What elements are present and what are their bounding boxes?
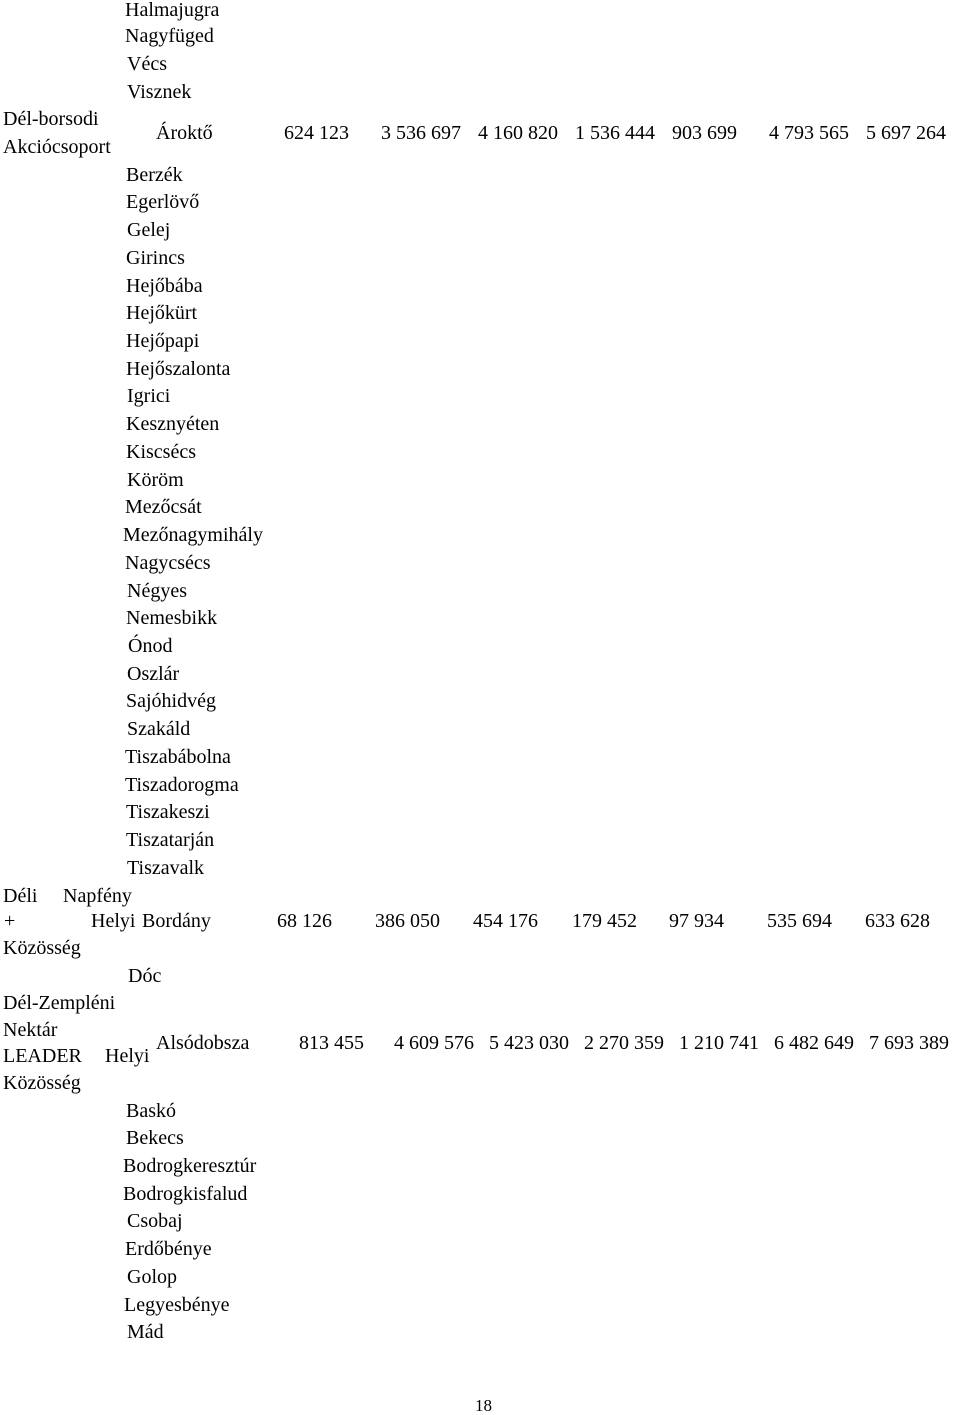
settlement-name: Csobaj xyxy=(127,1210,183,1232)
settlement-name: Hejőkürt xyxy=(126,302,198,324)
value-cell: 624 123 xyxy=(284,122,349,144)
group-name: Közösség xyxy=(3,1072,81,1094)
settlement-name: Sajóhidvég xyxy=(126,690,216,712)
value-cell: 68 126 xyxy=(277,910,332,932)
settlement-name: Nagycsécs xyxy=(125,552,211,574)
settlement-name: Hejőszalonta xyxy=(126,358,231,380)
group-name: Helyi xyxy=(91,910,136,932)
settlement-name: Erdőbénye xyxy=(125,1238,212,1260)
settlement-name: Alsódobsza xyxy=(156,1032,250,1054)
value-cell: 179 452 xyxy=(572,910,637,932)
settlement-name: Hejőpapi xyxy=(126,330,200,352)
value-cell: 7 693 389 xyxy=(869,1032,949,1054)
value-cell: 633 628 xyxy=(865,910,930,932)
value-cell: 535 694 xyxy=(767,910,832,932)
settlement-name: Berzék xyxy=(126,164,183,186)
settlement-name: Mád xyxy=(127,1321,164,1343)
value-cell: 3 536 697 xyxy=(381,122,461,144)
settlement-name: Visznek xyxy=(127,81,192,103)
settlement-name: Mezőnagymihály xyxy=(123,524,263,546)
settlement-name: Bodrogkisfalud xyxy=(123,1183,248,1205)
settlement-name: Legyesbénye xyxy=(124,1294,230,1316)
group-name: Déli xyxy=(3,885,38,907)
value-cell: 2 270 359 xyxy=(584,1032,664,1054)
group-name: Napfény xyxy=(63,885,132,907)
settlement-name: Kiscsécs xyxy=(126,441,196,463)
value-cell: 97 934 xyxy=(669,910,724,932)
settlement-name: Bodrogkeresztúr xyxy=(123,1155,257,1177)
settlement-name: Gelej xyxy=(127,219,171,241)
settlement-name: Tiszakeszi xyxy=(126,801,210,823)
settlement-name: Golop xyxy=(127,1266,177,1288)
group-name: Dél-borsodi xyxy=(3,108,99,130)
settlement-name: Vécs xyxy=(127,53,167,75)
value-cell: 813 455 xyxy=(299,1032,364,1054)
value-cell: 4 609 576 xyxy=(394,1032,474,1054)
group-name: Helyi xyxy=(105,1045,150,1067)
settlement-name: Girincs xyxy=(126,247,185,269)
value-cell: 1 210 741 xyxy=(679,1032,759,1054)
value-cell: 5 423 030 xyxy=(489,1032,569,1054)
group-name: + xyxy=(4,910,16,932)
settlement-name: Tiszatarján xyxy=(126,829,215,851)
settlement-name: Igrici xyxy=(127,385,171,407)
group-name: Dél-Zempléni xyxy=(3,992,116,1014)
settlement-name: Köröm xyxy=(127,469,184,491)
value-cell: 6 482 649 xyxy=(774,1032,854,1054)
value-cell: 1 536 444 xyxy=(575,122,655,144)
settlement-name: Baskó xyxy=(126,1100,176,1122)
value-cell: 386 050 xyxy=(375,910,440,932)
settlement-name: Tiszabábolna xyxy=(125,746,231,768)
group-name: Közösség xyxy=(3,937,81,959)
value-cell: 4 793 565 xyxy=(769,122,849,144)
settlement-name: Halmajugra xyxy=(125,0,220,21)
settlement-name: Dóc xyxy=(128,965,162,987)
group-name: Akciócsoport xyxy=(3,136,111,158)
settlement-name: Ároktő xyxy=(156,122,213,144)
settlement-name: Tiszadorogma xyxy=(125,774,239,796)
settlement-name: Kesznyéten xyxy=(126,413,220,435)
settlement-name: Tiszavalk xyxy=(127,857,205,879)
settlement-name: Egerlövő xyxy=(126,191,200,213)
settlement-name: Mezőcsát xyxy=(125,496,202,518)
settlement-name: Négyes xyxy=(127,580,187,602)
page-number: 18 xyxy=(475,1396,492,1415)
value-cell: 454 176 xyxy=(473,910,538,932)
settlement-name: Ónod xyxy=(128,635,173,657)
value-cell: 903 699 xyxy=(672,122,737,144)
settlement-name: Hejőbába xyxy=(126,275,203,297)
settlement-name: Nemesbikk xyxy=(126,607,218,629)
value-cell: 4 160 820 xyxy=(478,122,558,144)
group-name: Nektár xyxy=(3,1019,58,1041)
settlement-name: Bordány xyxy=(142,910,211,932)
settlement-name: Bekecs xyxy=(126,1127,184,1149)
settlement-name: Nagyfüged xyxy=(125,25,214,47)
value-cell: 5 697 264 xyxy=(866,122,946,144)
group-name: LEADER xyxy=(3,1045,82,1067)
settlement-name: Szakáld xyxy=(127,718,191,740)
settlement-name: Oszlár xyxy=(127,663,180,685)
